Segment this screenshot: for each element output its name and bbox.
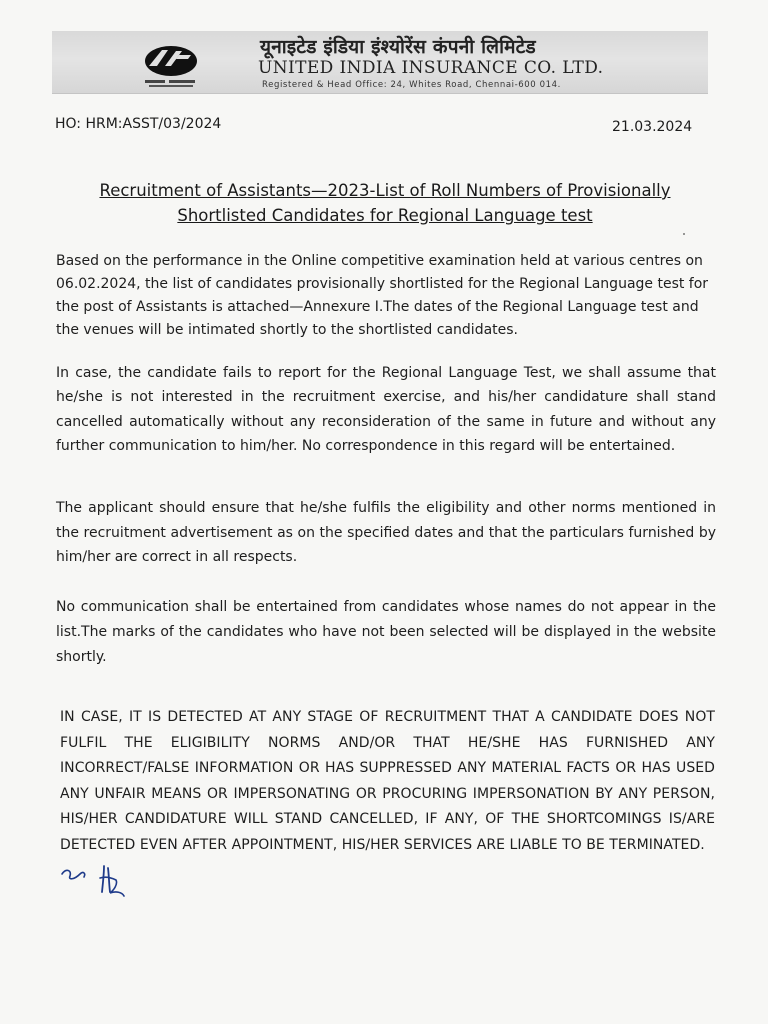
paragraph-performance: Based on the performance in the Online competitive examination held at various centres on 06.02.2024, the list of candidates provisionally shortlisted for the Regional Language test for the post of Assistants is attached—Annexure I.The dates of the Regional Language test and the venues will be intimated shortly to the shortlisted candidates. [56, 253, 709, 338]
united-india-logo-icon [135, 42, 207, 90]
reference-number: HO: HRM:ASST/03/2024 [55, 116, 222, 132]
paragraph-no-communication: No communication shall be entertained from candidates whose names do not appear in the list.The marks of the candidates who have not been selected will be displayed in the website shortly. [56, 599, 716, 665]
document-title: Recruitment of Assistants—2023-List of Roll Numbers of Provisionally Shortlisted Candidates for Regional Language test [99, 181, 671, 225]
handwritten-initials-icon [60, 860, 130, 900]
company-name-hindi: यूनाइटेड इंडिया इंश्योरेंस कंपनी लिमिटेड [260, 36, 536, 58]
paragraph-detection-warning: IN CASE, IT IS DETECTED AT ANY STAGE OF RECRUITMENT THAT A CANDIDATE DOES NOT FULFIL THE ELIGIBILITY NORMS AND/OR THAT HE/SHE HAS FURNISHED ANY INCORRECT/FALSE INFORMATION OR HAS SUPPRESSED ANY MATERIAL FACTS OR HAS USED ANY UNFAIR MEANS OR IMPERSONATING OR PROCURING IMPERSONATION BY ANY PERSON, HIS/HER CANDIDATURE WILL STAND CANCELLED, IF ANY, OF THE SHORTCOMINGS IS/ARE DETECTED EVEN AFTER APPOINTMENT, HIS/HER SERVICES ARE LIABLE TO BE TERMINATED. [60, 709, 715, 853]
company-address: Registered & Head Office: 24, Whites Road, Chennai-600 014. [262, 80, 561, 90]
paragraph-failure-to-report: In case, the candidate fails to report for the Regional Language Test, we shall assume that he/she is not interested in the recruitment exercise, and his/her candidature shall stand cancelled automatically without any reconsideration of the same in future and without any further communication to him/her. No correspondence in this regard will be entertained. [56, 365, 716, 454]
paragraph-eligibility: The applicant should ensure that he/she fulfils the eligibility and other norms mentioned in the recruitment advertisement as on the specified dates and that the particulars furnished by him/her are correct in all respects. [56, 500, 716, 565]
scan-speck [683, 233, 685, 235]
letterhead [52, 31, 708, 94]
company-name-english: UNITED INDIA INSURANCE CO. LTD. [258, 58, 604, 78]
document-date: 21.03.2024 [612, 119, 693, 135]
